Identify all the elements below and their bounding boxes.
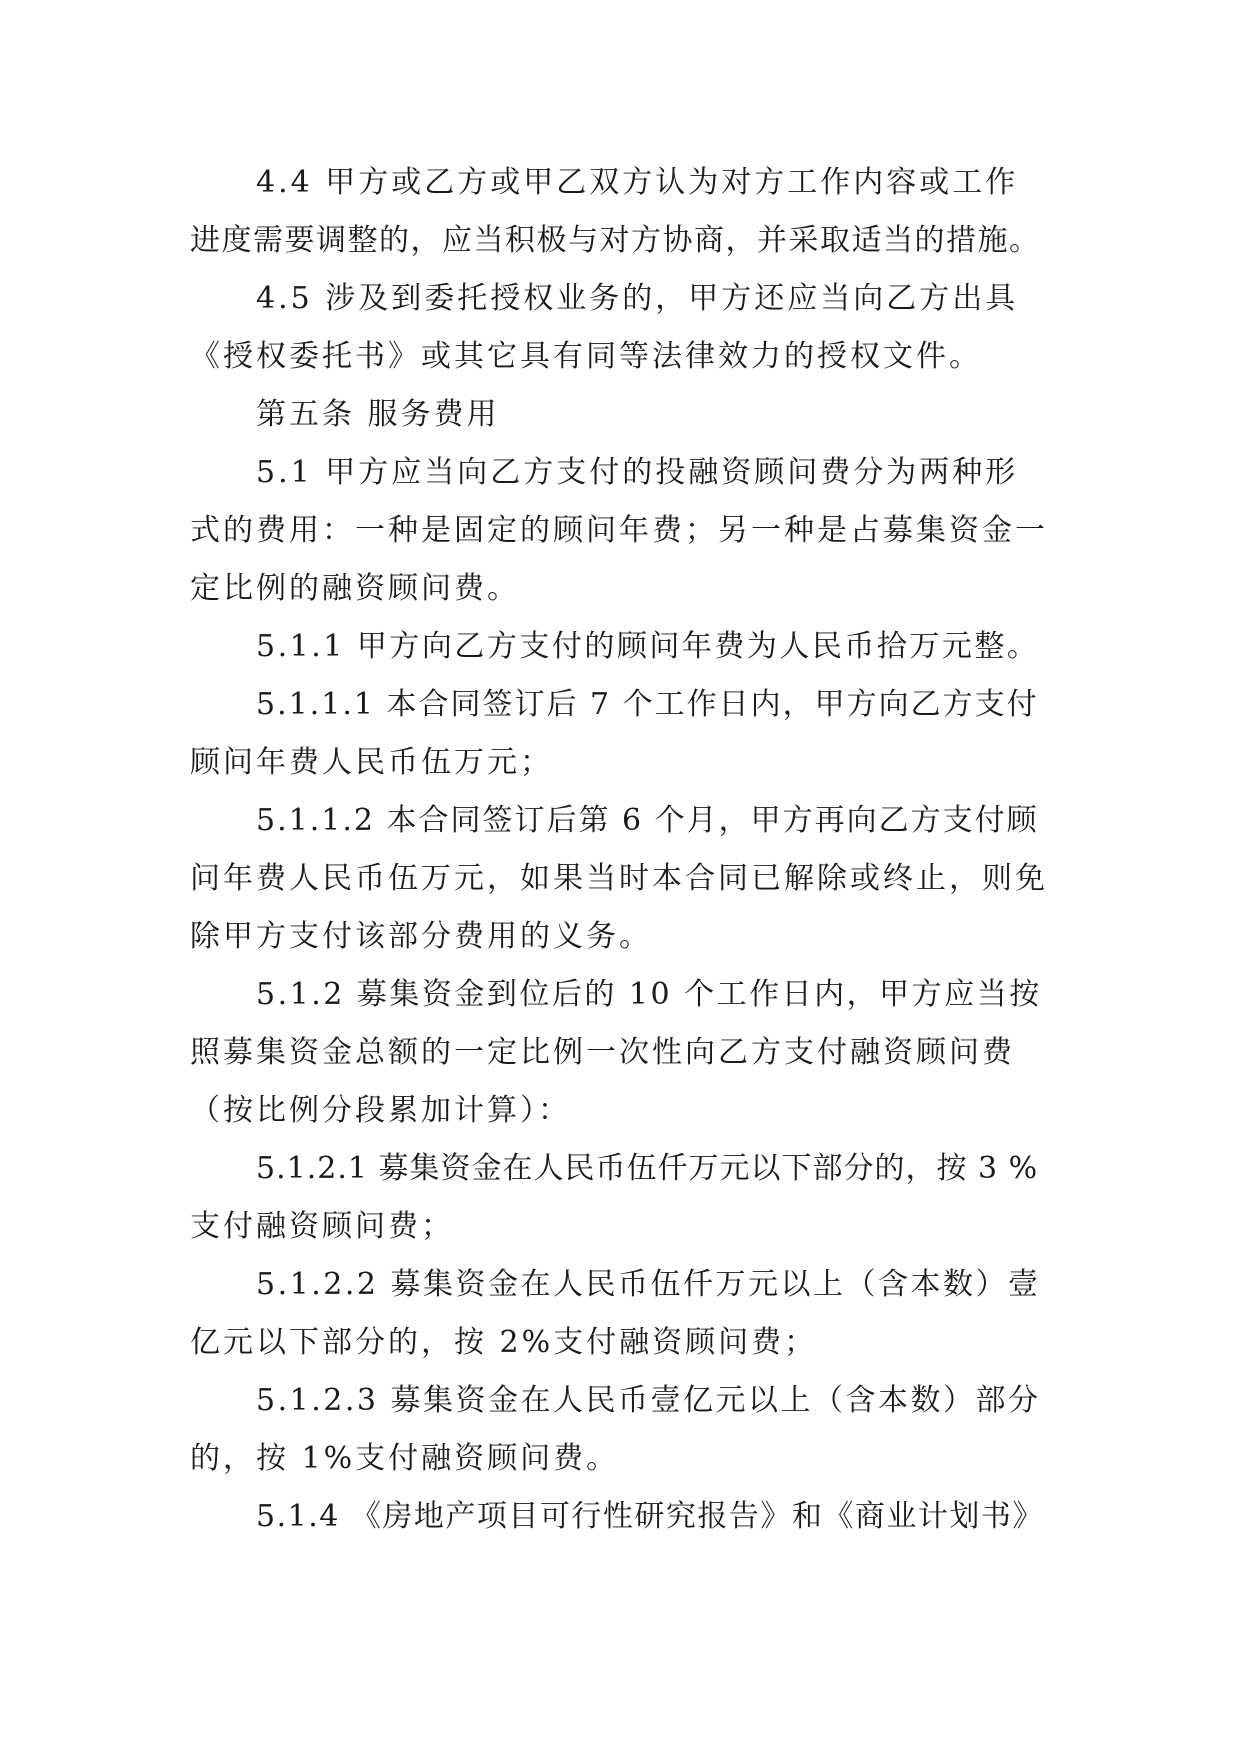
paragraph-line: 4.4 甲方或乙方或甲乙双方认为对方工作内容或工作 [256,165,1019,200]
paragraph-line: 照募集资金总额的一定比例一次性向乙方支付融资顾问费 [190,1035,1015,1070]
paragraph-line: 5.1.2 募集资金到位后的 10 个工作日内，甲方应当按 [256,977,1042,1012]
paragraph-line: 5.1.1.1 本合同签订后 7 个工作日内，甲方向乙方支付 [256,687,1039,722]
paragraph-line: 除甲方支付该部分费用的义务。 [190,919,652,954]
paragraph-line: 的，按 1%支付融资顾问费。 [190,1441,620,1476]
paragraph-line: 问年费人民币伍万元，如果当时本合同已解除或终止，则免 [190,861,1048,896]
paragraph-line: 5.1.4 《房地产项目可行性研究报告》和《商业计划书》 [256,1499,1044,1534]
paragraph-line: 5.1.2.1 募集资金在人民币伍仟万元以下部分的，按 3 % [256,1151,1039,1186]
paragraph-line: 《授权委托书》或其它具有同等法律效力的授权文件。 [190,339,982,374]
paragraph-line: （按比例分段累加计算）： [190,1093,571,1128]
paragraph-line: 第五条 服务费用 [256,397,500,432]
paragraph-line: 5.1.2.2 募集资金在人民币伍仟万元以上（含本数）壹 [256,1267,1041,1302]
paragraph-line: 5.1.1.2 本合同签订后第 6 个月，甲方再向乙方支付顾 [256,803,1039,838]
paragraph-line: 式的费用：一种是固定的顾问年费；另一种是占募集资金一 [190,513,1048,548]
paragraph-line: 定比例的融资顾问费。 [190,571,520,606]
document-body [190,154,1050,1546]
paragraph-line: 顾问年费人民币伍万元； [190,745,553,780]
paragraph-line: 支付融资顾问费； [190,1209,454,1244]
paragraph-line: 亿元以下部分的，按 2%支付融资顾问费； [190,1325,818,1360]
paragraph-line: 5.1 甲方应当向乙方支付的投融资顾问费分为两种形 [256,455,1019,490]
paragraph-line: 4.5 涉及到委托授权业务的，甲方还应当向乙方出具 [256,281,1019,316]
paragraph-line: 进度需要调整的，应当积极与对方协商，并采取适当的措施。 [190,223,1041,258]
paragraph-line: 5.1.2.3 募集资金在人民币壹亿元以上（含本数）部分 [256,1383,1041,1418]
paragraph-line: 5.1.1 甲方向乙方支付的顾问年费为人民币拾万元整。 [256,629,1040,664]
